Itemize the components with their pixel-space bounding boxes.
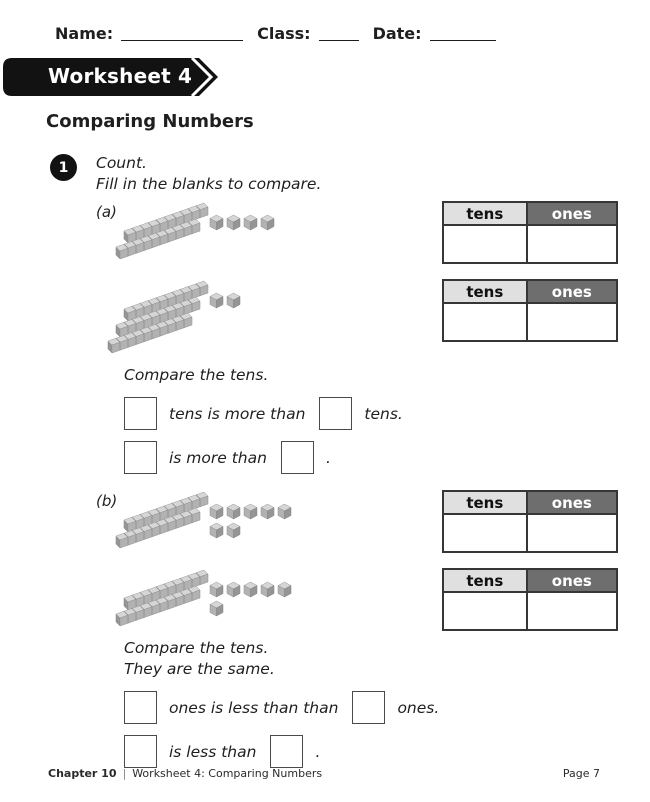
name-write-line[interactable]: [121, 24, 243, 41]
part-a-row-2: [96, 279, 650, 361]
instruction-line-2: Fill in the blanks to compare.: [96, 175, 322, 193]
sentence-a2: [124, 441, 650, 474]
sentence-text: tens is more than: [169, 404, 306, 423]
sentence-a1: [124, 397, 650, 430]
footer-worksheet-title: Worksheet 4: Comparing Numbers: [132, 767, 323, 780]
tens-answer-cell[interactable]: [443, 514, 527, 552]
page-footer: [48, 767, 600, 780]
name-label: Name:: [55, 24, 114, 43]
worksheet-banner: [3, 58, 233, 96]
part-b-row-1: [96, 490, 650, 556]
page-heading: Comparing Numbers: [46, 111, 254, 132]
place-value-table-a2: [442, 279, 618, 342]
instruction-line-1: Count.: [96, 154, 147, 172]
ones-header-cell: ones: [527, 569, 617, 592]
tens-answer-cell[interactable]: [443, 303, 527, 341]
blank-box[interactable]: [124, 441, 157, 474]
tens-answer-cell[interactable]: [443, 592, 527, 630]
sentence-b2: [124, 735, 650, 768]
place-value-table-b1: [442, 490, 618, 553]
student-info-line: [55, 24, 650, 43]
class-write-line[interactable]: [319, 24, 359, 41]
sentence-end: ones.: [397, 698, 440, 717]
sentence-text: is more than: [169, 448, 267, 467]
blank-box[interactable]: [124, 397, 157, 430]
compare-text-b: [124, 638, 650, 680]
question-number-badge: 1: [50, 154, 77, 181]
worksheet-banner-title: Worksheet 4: [48, 64, 193, 89]
tens-answer-cell[interactable]: [443, 225, 527, 263]
sentence-text: ones is less than than: [169, 698, 339, 717]
ones-answer-cell[interactable]: [527, 225, 617, 263]
place-value-table-a1: [442, 201, 618, 264]
blank-box[interactable]: [124, 691, 157, 724]
ones-answer-cell[interactable]: [527, 303, 617, 341]
base-ten-blocks-b2: [102, 568, 402, 634]
class-label: Class:: [257, 24, 311, 43]
ones-header-cell: ones: [527, 491, 617, 514]
sentence-text: is less than: [169, 742, 257, 761]
sentence-end: .: [325, 448, 331, 467]
compare-text-b-line2: They are the same.: [124, 660, 275, 678]
ones-answer-cell[interactable]: [527, 514, 617, 552]
blank-box[interactable]: [352, 691, 385, 724]
date-write-line[interactable]: [430, 24, 496, 41]
place-value-table-b2: [442, 568, 618, 631]
ones-header-cell: ones: [527, 202, 617, 225]
tens-header-cell: tens: [443, 491, 527, 514]
date-label: Date:: [372, 24, 422, 43]
sentence-end: .: [315, 742, 321, 761]
footer-left: [48, 767, 322, 780]
part-a-label: (a): [96, 203, 117, 221]
footer-separator: |: [122, 767, 127, 780]
base-ten-blocks-b1: [102, 490, 402, 556]
footer-chapter: Chapter 10: [48, 767, 117, 780]
ones-answer-cell[interactable]: [527, 592, 617, 630]
blank-box[interactable]: [124, 735, 157, 768]
base-ten-blocks-a2: [102, 279, 402, 361]
part-b-label: (b): [96, 492, 118, 510]
blank-box[interactable]: [281, 441, 314, 474]
ones-header-cell: ones: [527, 280, 617, 303]
compare-text-a: Compare the tens.: [124, 366, 269, 384]
compare-text-b-line1: Compare the tens.: [124, 639, 269, 657]
tens-header-cell: tens: [443, 569, 527, 592]
sentence-b1: [124, 691, 650, 724]
footer-page-number: Page 7: [562, 767, 600, 780]
sentence-end: tens.: [364, 404, 403, 423]
question-1: [48, 153, 650, 195]
blank-box[interactable]: [319, 397, 352, 430]
part-a-row-1: [96, 201, 650, 267]
blank-box[interactable]: [270, 735, 303, 768]
tens-header-cell: tens: [443, 202, 527, 225]
base-ten-blocks-a1: [102, 201, 402, 267]
part-b-row-2: [96, 568, 650, 634]
tens-header-cell: tens: [443, 280, 527, 303]
